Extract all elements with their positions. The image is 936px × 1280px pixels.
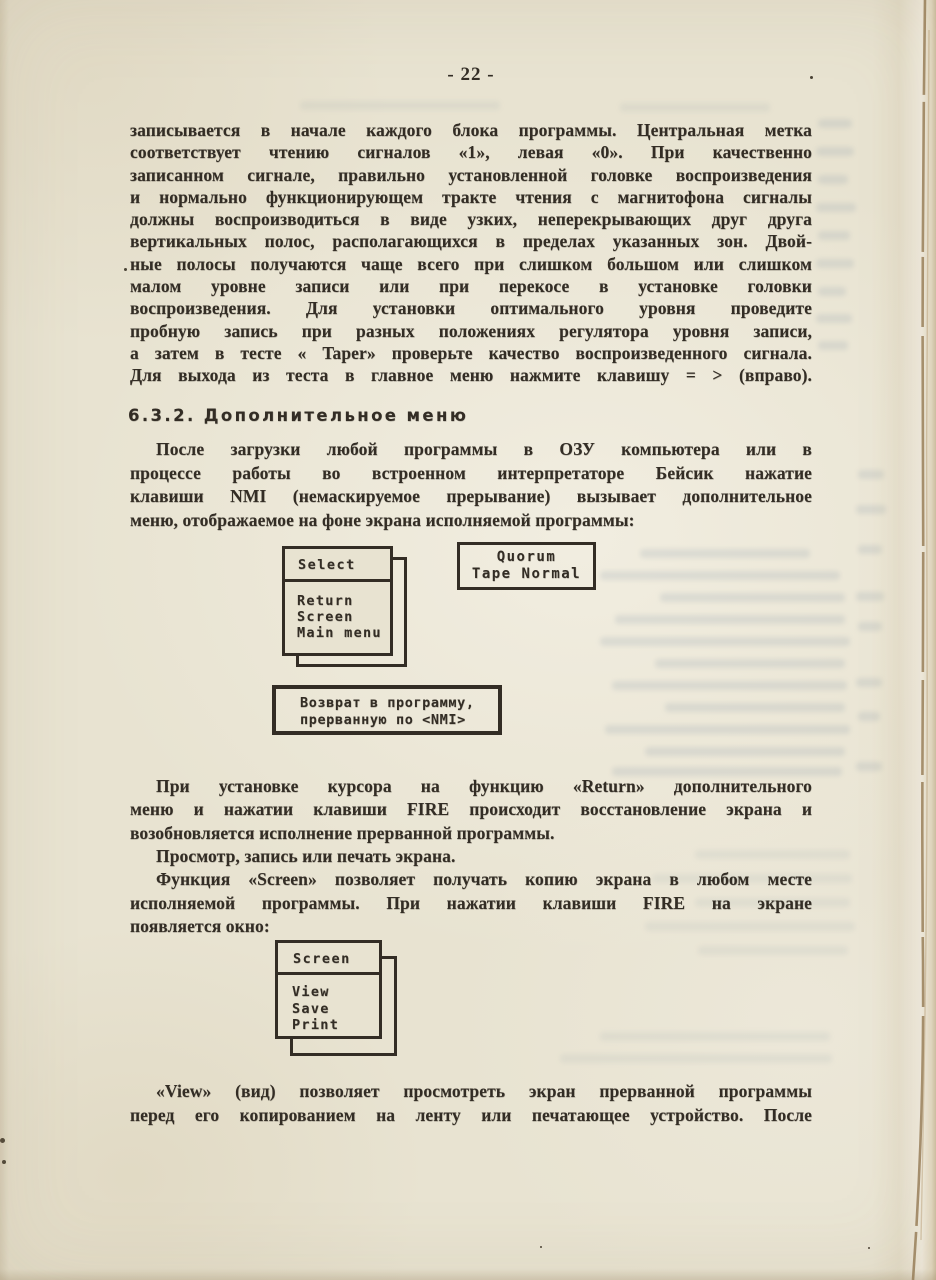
return-line: прерванную по <NMI>: [300, 712, 466, 728]
text-line: соответствует чтению сигналов «1», левая «0». При качественно: [130, 142, 812, 163]
tape-status-box: [457, 542, 596, 590]
bleed-through-mark: [816, 147, 854, 156]
select-menu-title: Select: [285, 549, 390, 582]
screen-menu-window: [275, 940, 425, 1080]
text-line: клавиши NMI (немаскируемое прерывание) вызывает дополнительное: [130, 486, 812, 506]
status-line: Tape Normal: [471, 566, 582, 582]
text-line: меню и нажатии клавиши FIRE происходит восстановление экрана и: [130, 799, 812, 820]
text-line: воспроизведения. Для установки оптимального уровня проведите: [130, 298, 812, 319]
text-line: исполняемой программы. При нажатии клавиши FIRE на экране: [130, 892, 812, 913]
text-line: пробную запись при разных положениях регулятора уровня записи,: [130, 320, 812, 341]
text-line: и нормально функционирующем тракте чтения с магнитофона сигналы: [130, 186, 812, 207]
bleed-through-mark: [856, 592, 884, 601]
bleed-through-mark: [645, 747, 845, 756]
page-edge-tear-line: [892, 0, 936, 1280]
bleed-through-mark: [858, 712, 880, 721]
bleed-through-mark: [560, 1054, 832, 1063]
bleed-through-mark: [620, 103, 770, 112]
bleed-through-mark: [818, 287, 846, 296]
paragraph-return-function: [130, 775, 812, 845]
paragraph-tape-reading: [130, 119, 812, 387]
text-line: Просмотр, запись или печать экрана.: [156, 846, 456, 866]
menu-item: Print: [292, 1017, 340, 1033]
bleed-through-mark: [640, 549, 810, 558]
bleed-through-mark: [816, 314, 852, 323]
select-menu-items: [285, 582, 390, 641]
paper-speck: [868, 1247, 870, 1249]
menu-item: View: [292, 984, 330, 1000]
page-left-shadow: [0, 0, 9, 1280]
bleed-through-mark: [856, 678, 882, 687]
bleed-through-mark: [600, 637, 850, 646]
screen-menu-items: [278, 975, 379, 1034]
bleed-through-mark: [300, 101, 500, 110]
paragraph-screen-note: [130, 845, 812, 868]
paragraph-screen-function: [130, 868, 812, 939]
window-frame: [282, 546, 393, 656]
bleed-through-mark: [698, 946, 848, 955]
paragraph-view-function: [130, 1080, 812, 1127]
menu-item: Screen: [297, 609, 354, 625]
paragraph-nmi-menu: [130, 438, 812, 532]
bleed-through-mark: [856, 505, 886, 514]
bleed-through-mark: [858, 622, 882, 631]
bleed-through-mark: [612, 681, 847, 690]
page-edge-shading: [872, 0, 936, 1280]
bleed-through-mark: [600, 571, 840, 580]
text-line: появляется окно:: [130, 916, 270, 936]
section-heading: 6.3.2. Дополнительное меню: [128, 406, 469, 425]
paper-speck: [540, 1246, 542, 1248]
text-line: процессе работы во встроенном интерпретаторе Бейсик нажатие: [130, 462, 812, 483]
menu-item: Return: [297, 593, 354, 609]
text-line: При установке курсора на функцию «Return» дополнительного: [156, 776, 812, 796]
screen-menu-title: Screen: [278, 943, 379, 975]
text-line: записывается в начале каждого блока программы. Центральная метка: [130, 120, 812, 140]
text-line: ные полосы получаются чаще всего при слишком большом или слишком: [130, 253, 812, 274]
paper-speck: [124, 268, 127, 271]
page-bottom-shadow: [0, 1269, 936, 1280]
text-line: меню, отображаемое на фоне экрана исполняемой программы:: [130, 509, 635, 530]
paper-speck: [2, 1160, 6, 1164]
bleed-through-mark: [818, 231, 850, 240]
bleed-through-mark: [858, 545, 882, 554]
text-line: возобновляется исполнение прерванной программы.: [130, 822, 555, 843]
return-line: Возврат в программу,: [300, 695, 475, 711]
text-line: Для выхода из теста в главное меню нажмите клавишу = > (вправо).: [130, 365, 812, 386]
menu-item: Save: [292, 1000, 330, 1017]
bleed-through-mark: [858, 470, 884, 479]
bleed-through-mark: [856, 762, 882, 771]
menu-item: Main menu: [297, 625, 382, 641]
select-menu-window: [282, 546, 432, 686]
bleed-through-mark: [818, 341, 848, 350]
bleed-through-mark: [605, 725, 850, 734]
bleed-through-mark: [816, 203, 856, 212]
text-line: записанном сигнале, правильно установленной головке воспроизведения: [130, 164, 812, 185]
bleed-through-mark: [600, 1032, 830, 1041]
text-line: перед его копированием на ленту или печатающее устройство. После: [130, 1104, 812, 1125]
text-line: а затем в тесте « Taper» проверьте качество воспроизведенного сигнала.: [130, 342, 812, 363]
bleed-through-mark: [655, 659, 845, 668]
status-line: Quorum: [496, 549, 557, 565]
window-frame: [275, 940, 382, 1039]
text-line: Функция «Screen» позволяет получать копию экрана в любом месте: [156, 869, 812, 889]
bleed-through-mark: [665, 703, 845, 712]
text-line: вертикальных полос, располагающихся в пределах указанных зон. Двой-: [130, 231, 812, 252]
text-line: малом уровне записи или при перекосе в установке головки: [130, 276, 812, 297]
text-line: После загрузки любой программы в ОЗУ компьютера или в: [156, 439, 812, 459]
return-message-box: [272, 685, 502, 735]
bleed-through-mark: [818, 175, 848, 184]
page-number: - 22 -: [447, 64, 495, 85]
text-line: «View» (вид) позволяет просмотреть экран прерванной программы: [156, 1081, 812, 1101]
bleed-through-mark: [615, 615, 845, 624]
bleed-through-mark: [816, 259, 854, 268]
paper-speck: [0, 1138, 5, 1143]
bleed-through-mark: [660, 593, 845, 602]
text-line: должны воспроизводиться в виде узких, неперекрывающих друг друга: [130, 209, 812, 230]
bleed-through-mark: [818, 119, 852, 128]
